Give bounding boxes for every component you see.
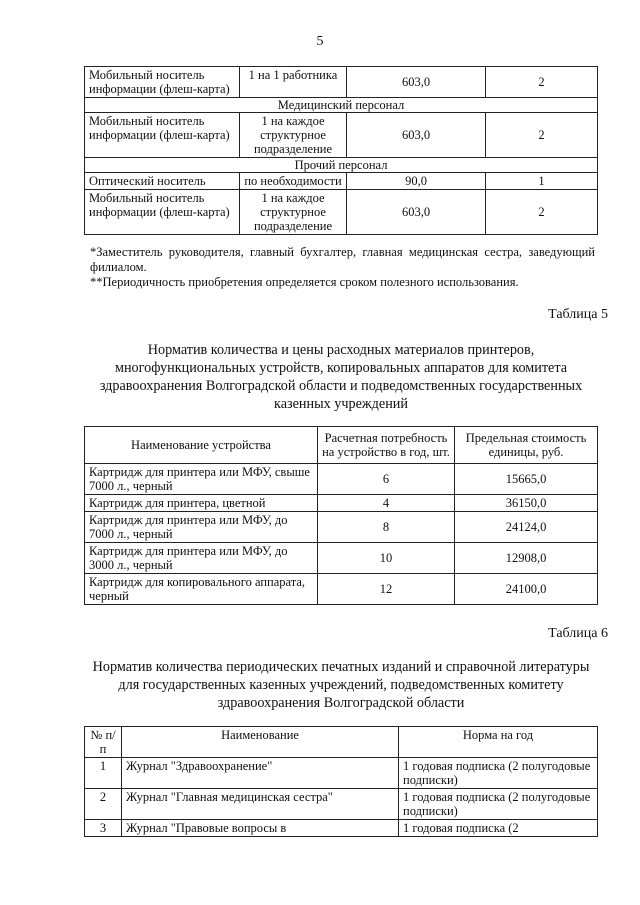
table-row [85,190,598,235]
publication-name: Журнал "Правовые вопросы в [122,820,399,837]
item-price: 90,0 [347,173,486,190]
column-header: № п/п [85,727,122,758]
annual-need: 10 [318,543,455,574]
device-name: Картридж для принтера или МФУ, до 7000 л., черный [85,512,318,543]
device-name: Картридж для принтера, цветной [85,495,318,512]
periodicals-norms-table [84,726,598,837]
page-number: 5 [316,34,324,49]
column-header: Норма на год [399,727,598,758]
annual-norm: 1 годовая подписка (2 полугодовые подписки) [399,758,598,789]
item-name: Мобильный носитель информации (флеш-карта) [85,190,240,235]
max-price: 24100,0 [455,574,598,605]
table-row [85,789,598,820]
table5-label: Таблица 5 [548,307,608,322]
item-price: 603,0 [347,190,486,235]
item-period: 2 [486,113,598,158]
footnote-2: **Периодичность приобретения определяется сроком полезного использования. [90,275,519,289]
table-row [85,464,598,495]
row-number: 3 [85,820,122,837]
media-norms-table-continued [84,66,598,235]
table-row [85,113,598,158]
table-header-row [85,427,598,464]
item-norm: по необходимости [240,173,347,190]
item-name: Мобильный носитель информации (флеш-карта) [85,113,240,158]
item-norm: 1 на 1 работника [240,67,347,98]
item-price: 603,0 [347,67,486,98]
section-row [85,158,598,173]
annual-need: 4 [318,495,455,512]
section-label: Медицинский персонал [85,98,598,113]
table5-title: Норматив количества и цены расходных материалов принтеров, многофункциональных устройств, копировальных аппаратов для комитета здравоохранения Волгоградской области и подведомственных государственных казенных учреждений [99,342,583,412]
footnotes [90,245,595,290]
annual-norm: 1 годовая подписка (2 [399,820,598,837]
table-row [85,512,598,543]
max-price: 36150,0 [455,495,598,512]
table-header-row [85,727,598,758]
section-label: Прочий персонал [85,158,598,173]
max-price: 12908,0 [455,543,598,574]
item-name: Оптический носитель [85,173,240,190]
column-header: Наименование устройства [85,427,318,464]
annual-need: 6 [318,464,455,495]
device-name: Картридж для принтера или МФУ, свыше 7000 л., черный [85,464,318,495]
annual-norm: 1 годовая подписка (2 полугодовые подписки) [399,789,598,820]
annual-need: 8 [318,512,455,543]
item-price: 603,0 [347,113,486,158]
column-header: Расчетная потребность на устройство в год, шт. [318,427,455,464]
section-row [85,98,598,113]
max-price: 15665,0 [455,464,598,495]
annual-need: 12 [318,574,455,605]
table-row [85,758,598,789]
row-number: 1 [85,758,122,789]
cartridge-norms-table [84,426,598,605]
item-period: 2 [486,67,598,98]
item-norm: 1 на каждое структурное подразделение [240,190,347,235]
item-period: 1 [486,173,598,190]
table-row [85,820,598,837]
table6-title: Норматив количества периодических печатных изданий и справочной литературы для государственных казенных учреждений, подведомственных комитету здравоохранения Волгоградской области [92,659,590,711]
table-row [85,543,598,574]
footnote-1: *Заместитель руководителя, главный бухгалтер, главная медицинская сестра, заведующий филиалом. [90,245,595,274]
table-row [85,574,598,605]
table6-label: Таблица 6 [548,626,608,641]
table-row [85,173,598,190]
column-header: Наименование [122,727,399,758]
item-name: Мобильный носитель информации (флеш-карта) [85,67,240,98]
row-number: 2 [85,789,122,820]
table-row [85,67,598,98]
device-name: Картридж для принтера или МФУ, до 3000 л., черный [85,543,318,574]
publication-name: Журнал "Здравоохранение" [122,758,399,789]
publication-name: Журнал "Главная медицинская сестра" [122,789,399,820]
device-name: Картридж для копировального аппарата, черный [85,574,318,605]
column-header: Предельная стоимость единицы, руб. [455,427,598,464]
item-period: 2 [486,190,598,235]
item-norm: 1 на каждое структурное подразделение [240,113,347,158]
max-price: 24124,0 [455,512,598,543]
table-row [85,495,598,512]
